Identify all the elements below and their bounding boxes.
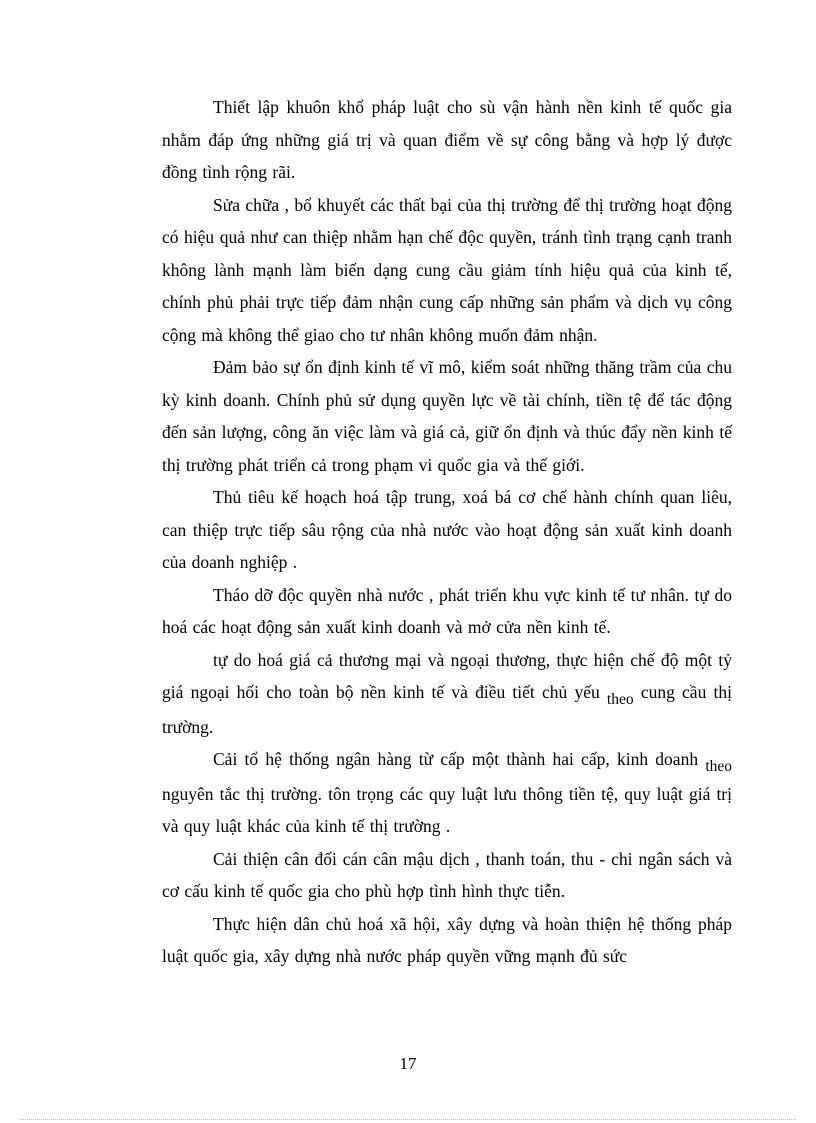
paragraph-trade-balance: Cải thiện cân đối cán cân mậu dịch , thanh toán, thu - chi ngân sách và cơ cấu kinh tế quốc gia cho phù hợp tình hình thực tiễn. [162,848,732,901]
paragraph-legal-framework: Thiết lập khuôn khổ pháp luật cho sù vận hành nền kinh tế quốc gia nhằm đáp ứng những giá trị và quan điểm về sự công bằng và hợp lý được đồng tình rộng rãi. [162,97,732,182]
paragraph-democratization: Thực hiện dân chủ hoá xã hội, xây dựng và hoàn thiện hệ thống pháp luật quốc gia, xây dựng nhà nước pháp quyền vững mạnh đủ sức [162,913,732,966]
lowered-word: theo [606,691,634,708]
paragraph-market-failures: Sửa chữa , bổ khuyết các thất bại của thị trường để thị trường hoạt động có hiệu quả như can thiệp nhằm hạn chế độc quyền, tránh tình trạng cạnh tranh không lành mạnh làm biến dạng cung cầu giảm tính hiệu quả của kinh tế, chính phủ phải trực tiếp đảm nhận cung cấp những sản phẩm và dịch vụ công cộng mà không thể giao cho tư nhân không muốn đảm nhận. [162,194,732,345]
paragraph-banking-reform: Cải tổ hệ thống ngân hàng từ cấp một thành hai cấp, kinh doanh theo nguyên tắc thị trường. tôn trọng các quy luật lưu thông tiền tệ, quy luật giá trị và quy luật khác của kinh tế thị trường . [162,749,732,836]
paragraph-price-liberalization: tự do hoá giá cả thương mại và ngoại thương, thực hiện chế độ một tỷ giá ngoại hối cho toàn bộ nền kinh tế và điều tiết chủ yếu theo cung cầu thị trường. [162,649,732,737]
lowered-word: theo [705,758,732,775]
page-bottom-divider [20,1119,796,1120]
paragraph-dismantle-monopoly: Tháo dỡ độc quyền nhà nước , phát triển khu vực kinh tế tư nhân. tự do hoá các hoạt động sản xuất kinh doanh và mở cửa nền kinh tế. [162,584,732,637]
page-number: 17 [399,1054,417,1073]
body-text [162,91,732,973]
paragraph-abolish-central-planning: Thủ tiêu kế hoạch hoá tập trung, xoá bá cơ chế hành chính quan liêu, can thiệp trực tiếp sâu rộng của nhà nước vào hoạt động sản xuất kinh doanh của doanh nghiệp . [162,487,732,572]
paragraph-macro-stability: Đảm bảo sự ổn định kinh tế vĩ mô, kiểm soát những thăng trầm của chu kỳ kinh doanh. Chính phủ sử dụng quyền lực về tài chính, tiền tệ để tác động đến sản lượng, công ăn việc làm và giá cả, giữ ổn định và thúc đẩy nền kinh tế thị trường phát triển cả trong phạm vi quốc gia và thế giới. [162,357,732,475]
